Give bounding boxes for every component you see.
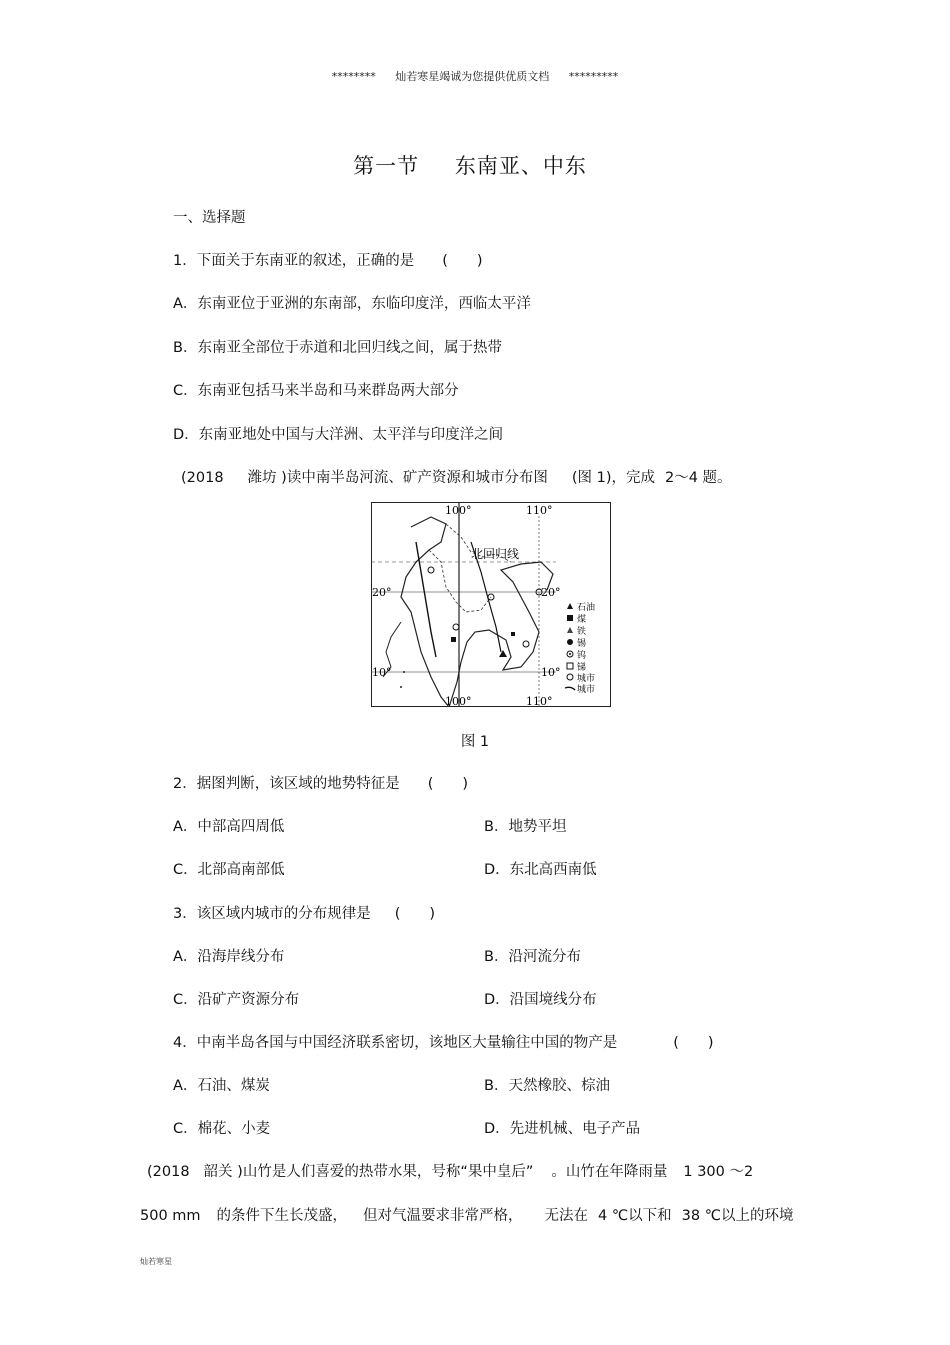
intro2-rainfall: 1 300 ～2 [683,1164,754,1180]
q4-option-b: B．天然橡胶、棕油 [484,1078,610,1094]
header-left-stars: ******** [331,70,376,83]
q3-option-c: C．沿矿产资源分布 [173,992,300,1008]
q4-option-d: D．先进机械、电子产品 [484,1121,641,1137]
lat-label-20-right: 20° [541,586,561,599]
q2-answer-paren: ( ) [427,776,469,792]
lon-label-110-top: 110° [526,504,553,517]
legend-antimony: 锑 [577,663,587,673]
tropic-of-cancer-label: 北回归线 [471,547,520,561]
page-header [0,68,950,84]
q2-option-c: C．北部高南部低 [173,862,285,878]
q4-answer-paren: ( ) [673,1035,714,1051]
q4-option-a: A．石油、煤炭 [173,1078,270,1094]
q3-option-a: A．沿海岸线分布 [173,949,285,965]
intro2-text-b: 。山竹在年降雨量 [551,1164,668,1180]
q1-option-a: A．东南亚位于亚洲的东南部，东临印度洋，西临太平洋 [173,296,531,312]
question-3-stem [173,902,435,923]
q1-option-d: D．东南亚地处中国与大洋洲、太平洋与印度洋之间 [173,427,504,443]
q1-stem-text: 1．下面关于东南亚的叙述，正确的是 [173,253,415,269]
section-heading: 一、选择题 [173,210,246,226]
q3-stem-text: 3．该区域内城市的分布规律是 [173,906,371,922]
intro2-text-d: 但对气温要求非常严格， [363,1208,523,1224]
legend-petroleum: 石油 [577,603,596,613]
q4-option-c: C．棉花、小麦 [173,1121,271,1137]
indochina-map [371,502,611,707]
intro2-temp-low: 4 ℃以下和 [598,1208,672,1224]
intro2-rainfall-unit: 500 mm [140,1208,201,1224]
lat-label-20-left: 20° [372,586,392,599]
legend-tin: 锡 [577,639,587,649]
title-topic: 东南亚、中东 [454,154,587,178]
question-1-stem [173,249,483,270]
q2-stem-text: 2．据图判断，该区域的地势特征是 [173,776,400,792]
title-section: 第一节 [353,154,420,178]
intro2-year: (2018 [147,1164,190,1180]
figure-intro [181,466,732,487]
header-right-stars: ********* [568,70,619,83]
q2-option-a: A．中部高四周低 [173,819,285,835]
header-text: 灿若寒星竭诚为您提供优质文档 [395,70,550,83]
legend-coal: 煤 [577,615,587,625]
figure-caption: 图 1 [460,734,490,750]
q3-option-d: D．沿国境线分布 [484,992,597,1008]
intro2-temp-high: 38 ℃以上的环境 [681,1208,794,1224]
q2-option-b: B．地势平坦 [484,819,567,835]
q3-option-b: B．沿河流分布 [484,949,581,965]
legend-city: 城市 [577,674,596,684]
q2-option-d: D．东北高西南低 [484,862,597,878]
lat-label-10-right: 10° [541,666,561,679]
question-2-stem [173,772,468,793]
passage-line-1 [147,1160,753,1181]
lon-label-100-bottom: 100° [445,695,472,707]
passage-line-2 [140,1204,794,1225]
q3-answer-paren: ( ) [394,906,436,922]
lon-label-110-bottom: 110° [526,695,553,707]
question-4-stem [173,1031,714,1052]
lat-label-10-left: 10° [372,666,392,679]
intro1-ref: (图 1)，完成 [571,470,655,486]
q1-option-c: C．东南亚包括马来半岛和马来群岛两大部分 [173,383,459,399]
legend-river: 城市 [577,685,596,695]
page-title [0,150,940,180]
intro1-range: 2～4 题。 [664,470,732,486]
lon-label-100-top: 100° [445,504,472,517]
q1-option-b: B．东南亚全部位于赤道和北回归线之间，属于热带 [173,340,502,356]
intro2-text-e: 无法在 [544,1208,589,1224]
q1-answer-paren: ( ) [442,253,483,269]
intro2-text-a: 韶关 )山竹是人们喜爱的热带水果，号称“果中皇后” [203,1164,534,1180]
legend-iron: 铁 [577,627,587,637]
page-footer: 灿若寒星 [140,1257,172,1266]
intro2-text-c: 的条件下生长茂盛， [216,1208,348,1224]
intro1-year: (2018 [181,470,224,486]
legend-tungsten: 钨 [577,651,587,661]
q4-stem-text: 4．中南半岛各国与中国经济联系密切，该地区大量输往中国的物产是 [173,1035,618,1051]
intro1-text: 潍坊 )读中南半岛河流、矿产资源和城市分布图 [247,470,548,486]
